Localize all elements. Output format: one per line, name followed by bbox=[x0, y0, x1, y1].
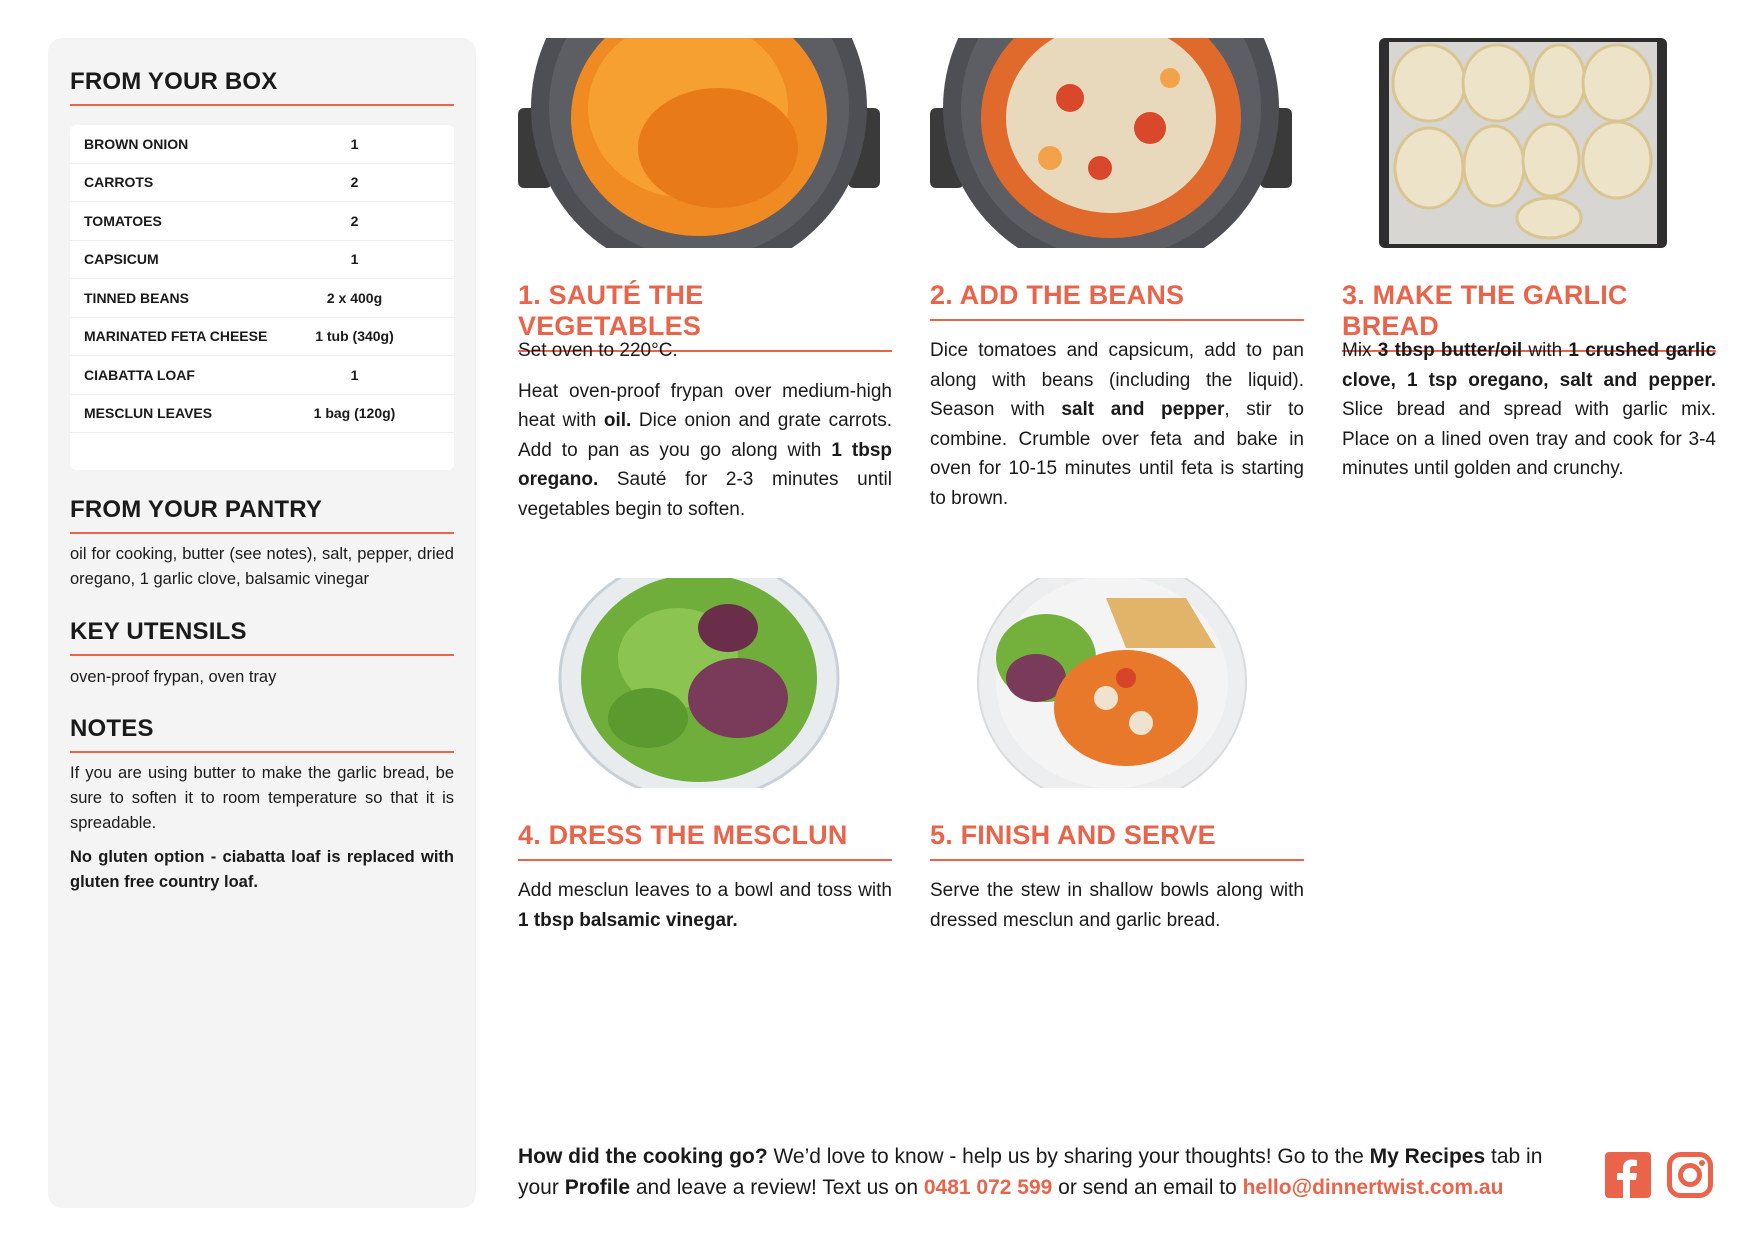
step-4-title: 4. DRESS THE MESCLUN bbox=[518, 820, 892, 861]
footer-question: How did the cooking go? bbox=[518, 1145, 768, 1168]
step-1-title: 1. SAUTÉ THE VEGETABLES bbox=[518, 280, 892, 352]
ingredient-name: TOMATOES bbox=[84, 212, 162, 229]
step-4-body bbox=[518, 876, 892, 946]
ingredient-qty: 1 tub (340g) bbox=[315, 328, 394, 345]
ingredient-row bbox=[70, 318, 454, 357]
step-1-bold: 1 tbsp oregano. bbox=[518, 439, 893, 490]
ingredient-name: CAPSICUM bbox=[84, 251, 159, 268]
box-heading: FROM YOUR BOX bbox=[70, 68, 454, 106]
step-1-image bbox=[518, 38, 880, 248]
step-1-para-1: Set oven to 220°C. bbox=[518, 340, 678, 361]
ingredient-qty: 1 bbox=[350, 135, 359, 152]
ingredient-name: BROWN ONION bbox=[84, 135, 189, 152]
ingredient-row bbox=[70, 241, 454, 280]
ingredient-row bbox=[70, 164, 454, 203]
feedback-footer bbox=[518, 1141, 1578, 1203]
step-2-para bbox=[930, 336, 1304, 513]
step-2-text: Dice tomatoes and capsicum, add to pan along with beans (including the liquid). Season with bbox=[930, 340, 1304, 420]
footer-text: and leave a review! Text us on bbox=[630, 1176, 924, 1199]
ingredient-qty: 2 bbox=[350, 212, 359, 229]
ingredient-name: CARROTS bbox=[84, 174, 154, 191]
sidebar bbox=[48, 38, 476, 1208]
ingredient-qty: 2 bbox=[350, 174, 359, 191]
pantry-heading: FROM YOUR PANTRY bbox=[70, 496, 454, 534]
instagram-icon[interactable] bbox=[1667, 1152, 1713, 1203]
step-1-text: Dice onion and grate carrots. Add to pan as you go along with bbox=[518, 410, 892, 461]
ingredient-name: MARINATED FETA CHEESE bbox=[84, 328, 268, 345]
step-4-bold: 1 tbsp balsamic vinegar. bbox=[518, 909, 738, 931]
notes-heading: NOTES bbox=[70, 715, 454, 753]
facebook-icon[interactable] bbox=[1605, 1152, 1651, 1203]
footer-profile: Profile bbox=[564, 1176, 631, 1199]
step-3-bold: 3 tbsp butter/oil bbox=[1377, 340, 1523, 361]
ingredient-row bbox=[70, 395, 454, 434]
ingredient-row bbox=[70, 125, 454, 164]
step-3-bold: 1 crushed garlic clove, 1 tsp oregano, salt and pepper. bbox=[1342, 340, 1717, 391]
footer-my-recipes: My Recipes bbox=[1369, 1145, 1486, 1168]
step-3-para bbox=[1342, 336, 1716, 484]
step-3-text: Slice bread and spread with garlic mix. Place on a lined oven tray and cook for 3-4 minutes until golden and crunchy. bbox=[1342, 399, 1716, 479]
utensils-text: oven-proof frypan, oven tray bbox=[70, 668, 277, 686]
step-5-title: 5. FINISH AND SERVE bbox=[930, 820, 1304, 861]
ingredient-qty: 1 bag (120g) bbox=[313, 405, 396, 422]
ingredient-qty: 2 x 400g bbox=[326, 289, 383, 306]
step-3-title: 3. MAKE THE GARLIC BREAD bbox=[1342, 280, 1716, 352]
step-5-image bbox=[976, 578, 1248, 788]
step-3-text: with bbox=[1522, 340, 1569, 361]
step-1-bold: oil. bbox=[603, 410, 632, 431]
ingredient-row bbox=[70, 279, 454, 318]
notes-text: If you are using butter to make the garlic bread, be sure to soften it to room temperature so that it is spreadable. bbox=[70, 764, 454, 832]
ingredient-row bbox=[70, 356, 454, 395]
ingredient-name: CIABATTA LOAF bbox=[84, 366, 195, 383]
footer-phone-link[interactable]: 0481 072 599 bbox=[923, 1176, 1053, 1199]
footer-email-link[interactable]: hello@dinnertwist.com.au bbox=[1242, 1176, 1504, 1199]
utensils-heading: KEY UTENSILS bbox=[70, 618, 454, 656]
step-2-body bbox=[930, 336, 1304, 524]
step-5-body bbox=[930, 876, 1304, 946]
step-4-image bbox=[558, 578, 840, 788]
step-1-text: Heat oven-proof frypan over medium-high heat with bbox=[518, 380, 892, 431]
step-3-body bbox=[1342, 336, 1716, 495]
step-1-body bbox=[518, 336, 892, 535]
pantry-text: oil for cooking, butter (see notes), salt, pepper, dried oregano, 1 garlic clove, balsamic vinegar bbox=[70, 545, 454, 588]
step-2-title: 2. ADD THE BEANS bbox=[930, 280, 1304, 321]
footer-text: We’d love to know - help us by sharing your thoughts! Go to the bbox=[767, 1145, 1370, 1168]
ingredient-name: MESCLUN LEAVES bbox=[84, 405, 213, 422]
ingredient-row bbox=[70, 202, 454, 241]
ingredients-table bbox=[70, 125, 454, 470]
footer-text: or send an email to bbox=[1052, 1176, 1243, 1199]
step-3-image bbox=[1379, 38, 1667, 248]
notes-bold-text: No gluten option - ciabatta loaf is replaced with gluten free country loaf. bbox=[70, 848, 454, 891]
step-2-image bbox=[930, 38, 1292, 248]
step-2-bold: salt and pepper bbox=[1061, 399, 1225, 420]
step-1-text: Sauté for 2-3 minutes until vegetables begin to soften. bbox=[518, 469, 892, 520]
step-2-text: , stir to combine. Crumble over feta and bake in oven for 10-15 minutes until feta is starting to brown. bbox=[930, 399, 1304, 509]
step-4-para bbox=[518, 876, 892, 935]
ingredient-qty: 1 bbox=[350, 251, 359, 268]
step-4-text: Add mesclun leaves to a bowl and toss with bbox=[518, 880, 892, 901]
ingredient-name: TINNED BEANS bbox=[84, 289, 190, 306]
footer-text: tab in your bbox=[518, 1145, 1543, 1199]
step-5-para: Serve the stew in shallow bowls along with dressed mesclun and garlic bread. bbox=[930, 880, 1304, 931]
ingredient-qty: 1 bbox=[350, 366, 359, 383]
step-3-text: Mix bbox=[1342, 340, 1378, 361]
step-1-para-2 bbox=[518, 377, 892, 525]
